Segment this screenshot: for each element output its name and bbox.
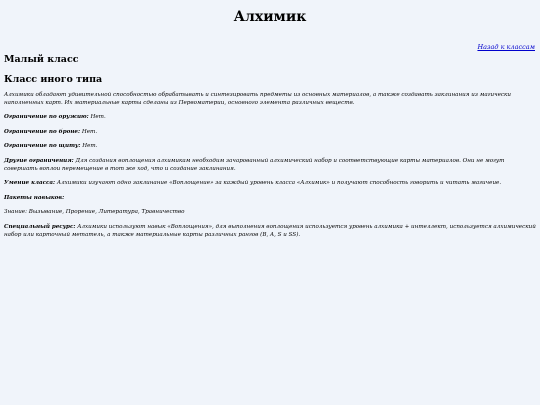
other-restrictions bbox=[4, 158, 536, 173]
armor-restriction-value: Нет. bbox=[81, 128, 98, 135]
class-type-heading: Класс иного типа bbox=[4, 74, 103, 85]
page-title: Алхимик bbox=[233, 9, 307, 25]
other-restrictions-value: Для создания воплощения алхимикам необходим зачарованный алхимический набор и соответствующие карты материалов. Они не могут совершать воплои перемещение в тот же ход, что и создание заклинания. bbox=[4, 157, 505, 172]
armor-restriction bbox=[4, 129, 536, 137]
back-to-classes-link[interactable]: Назад к классам bbox=[477, 43, 535, 51]
weapon-restriction-value: Нет. bbox=[90, 114, 106, 121]
other-restrictions-label: Другие ограничения: bbox=[4, 157, 74, 164]
weapon-restriction bbox=[4, 114, 536, 122]
special-resource bbox=[4, 224, 536, 239]
class-skill-value: Алхимики изучают одно заклинание «Воплощение» за каждый уровень класса «Алхимик» и получают способность говорить и читать магичеие. bbox=[56, 180, 502, 187]
skill-packages-heading bbox=[4, 195, 536, 203]
shield-restriction-label: Ограничение по щиту: bbox=[4, 143, 81, 150]
skill-packages-label: Пакеты навыков: bbox=[4, 194, 65, 201]
skill-packages-list: Знание: Вызывание, Прорение, Литература, Травничество bbox=[4, 209, 185, 216]
minor-class-heading: Малый класс bbox=[4, 54, 79, 65]
class-description: Алхимики обладают удивительной способностью обрабатывать и синтезировать предметы из основных материалов, а также создавать заклинания из магически наполненных карт. Их материальные карты сделаны из Первоматерии, основного элемента различных веществ. bbox=[4, 92, 511, 106]
shield-restriction bbox=[4, 143, 536, 151]
class-skill-label: Умение класса: bbox=[4, 180, 56, 187]
special-resource-value: Алхимики используют навык «Воплощения», для выполнения воплощения используется уровень алхимика + интеллект, используется алхимический набор или карточный метатель, а также материальные карты различных рангов (B, A, S и SS). bbox=[4, 223, 536, 238]
shield-restriction-value: Нет. bbox=[82, 143, 98, 150]
armor-restriction-label: Ограничение по броне: bbox=[4, 128, 81, 135]
back-row bbox=[4, 39, 536, 49]
weapon-restriction-label: Ограничение по оружию: bbox=[4, 114, 89, 121]
class-skill bbox=[4, 180, 536, 188]
special-resource-label: Специальный ресурс: bbox=[4, 223, 76, 230]
